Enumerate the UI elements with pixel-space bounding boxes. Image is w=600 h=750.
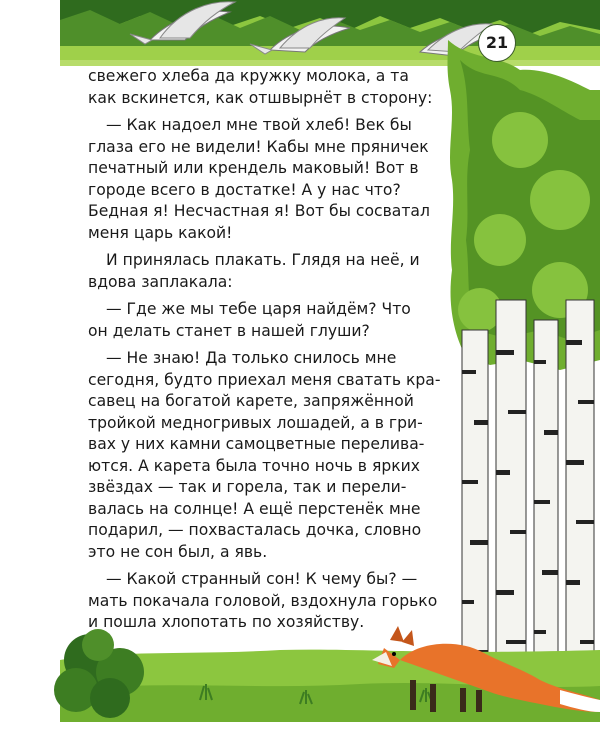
text-line: меня царь какой! <box>88 223 233 242</box>
text-line: звёздах — так и горела, так и перели- <box>88 478 407 496</box>
text-line: — Где же мы тебе царя найдём? Что <box>106 300 411 318</box>
text-line: валась на солнце! А ещё перстенёк мне <box>88 499 421 518</box>
text-line: тройкой медногривых лошадей, а в гри- <box>88 413 423 432</box>
text-line: свежего хлеба да кружку молока, а та <box>88 67 409 85</box>
paragraph <box>88 348 448 563</box>
text-line: вах у них камни самоцветные перелива- <box>88 435 425 453</box>
text-line: как вскинется, как отшвырнёт в сторону: <box>88 88 433 107</box>
text-line: — Не знаю! Да только снилось мне <box>106 349 397 367</box>
paragraph <box>88 250 448 293</box>
text-line: И принялась плакать. Глядя на неё, и <box>106 251 420 269</box>
text-line: это не сон был, а явь. <box>88 542 268 561</box>
story-text <box>88 66 448 634</box>
paragraph <box>88 66 448 109</box>
text-line: он делать станет в нашей глуши? <box>88 321 370 340</box>
paragraph <box>88 299 448 342</box>
text-line: савец на богатой карете, запряжённой <box>88 392 414 410</box>
text-line: сегодня, будто приехал меня сватать кра- <box>88 370 441 389</box>
text-line: — Как надоел мне твой хлеб! Век бы <box>106 116 412 134</box>
page-number: 21 <box>478 24 516 62</box>
text-line: Бедная я! Несчастная я! Вот бы сосватал <box>88 202 430 220</box>
text-line: городе всего в достатке! А у нас что? <box>88 180 401 199</box>
paragraph <box>88 569 448 634</box>
paragraph <box>88 115 448 244</box>
text-line: ются. А карета была точно ночь в ярких <box>88 456 421 475</box>
text-line: подарил, — похвасталась дочка, словно <box>88 521 422 539</box>
text-line: вдова заплакала: <box>88 272 233 291</box>
text-line: печатный или крендель маковый! Вот в <box>88 159 419 177</box>
text-line: и пошла хлопотать по хозяйству. <box>88 613 365 631</box>
birch-trees-illustration <box>448 40 600 702</box>
text-line: мать покачала головой, вздохнула горько <box>88 591 438 610</box>
text-line: — Какой странный сон! К чему бы? — <box>106 570 418 588</box>
text-line: глаза его не видели! Кабы мне пряничек <box>88 137 429 156</box>
